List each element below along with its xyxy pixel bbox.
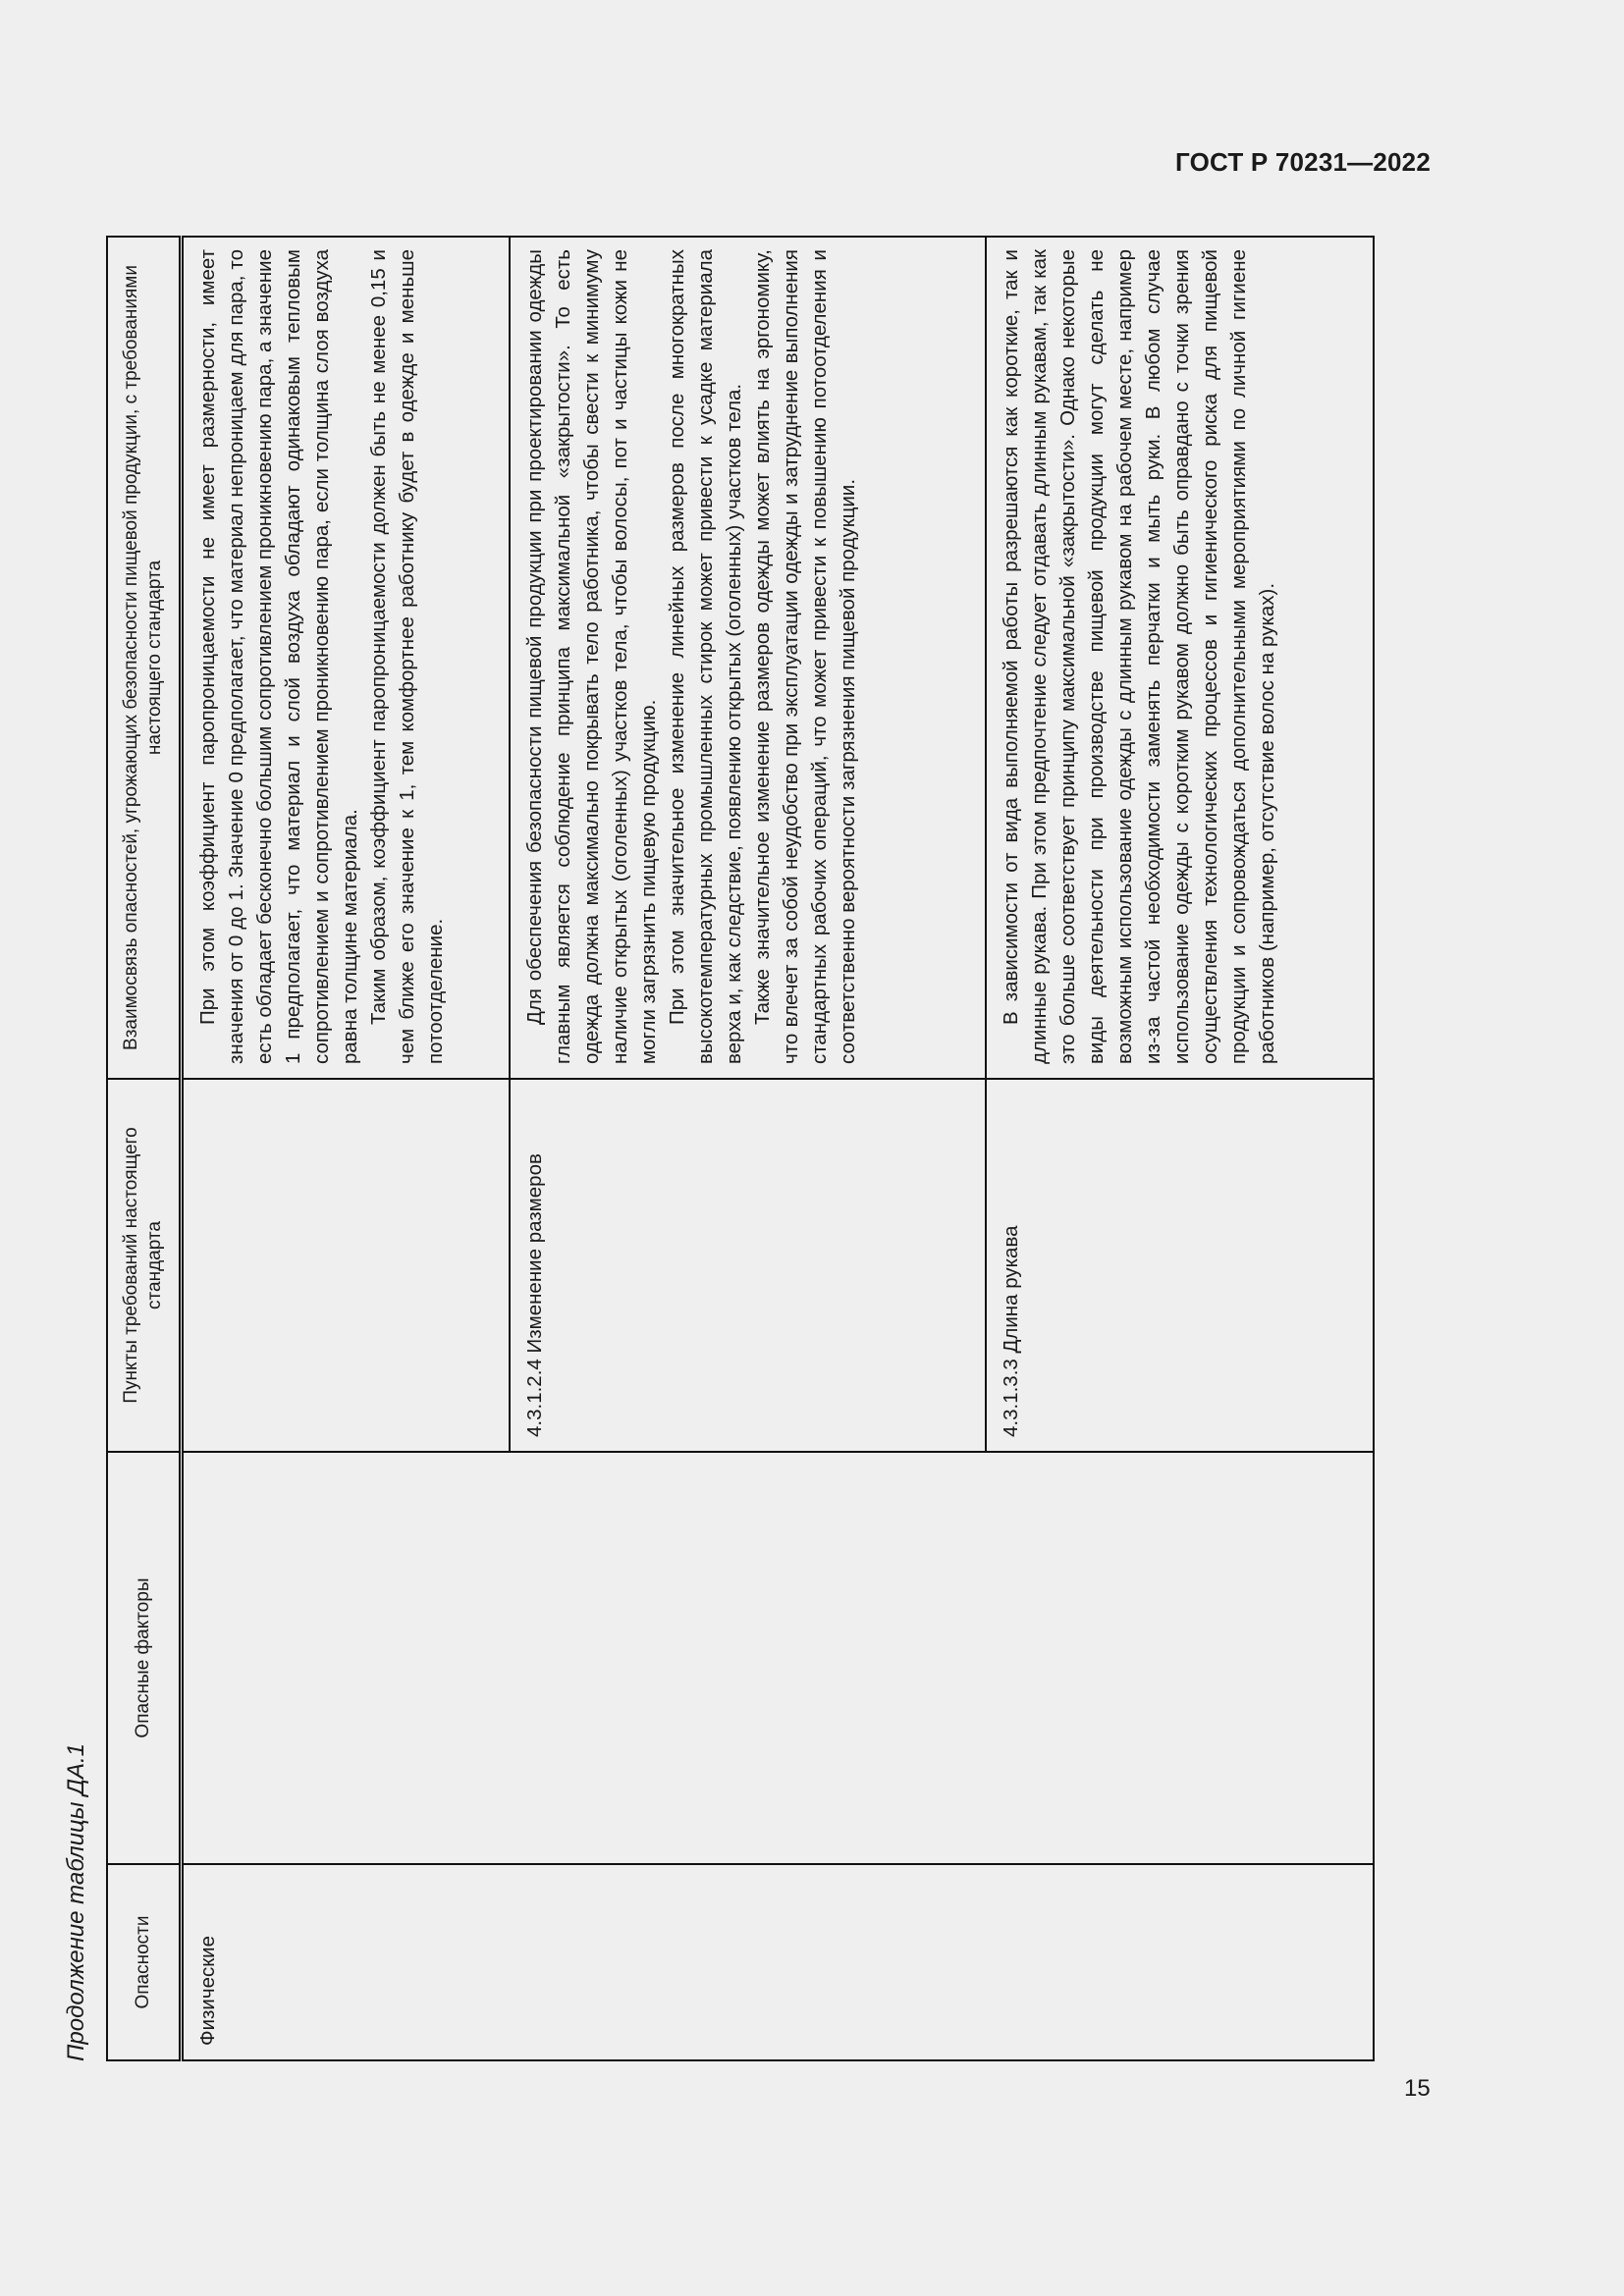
relationship-cell: [510, 237, 986, 1079]
column-header-hazard-factors: Опасные факторы: [107, 1452, 182, 1864]
relationship-paragraph: В зависимости от вида выполняемой работы разрешаются как короткие, так и длинные рукава. При этом предпочтение следует отдавать длинным рукавам, так как это больше соответствует принципу максимальной «закрытости». Однако некоторые виды деятельности при производстве пищевой продукции могут сделать не возможным использование одежды с длинным рукавом на рабочем месте, например из-за частой необходимости заменять перчатки и мыть руки. В любом случае использование одежды с коротким рукавом должно быть оправдано с точки зрения осуществления технологических процессов и гигиенического риска для пищевой продукции и сопровождаться дополнительными мероприятиями по личной гигиене работников (например, отсутствие волос на руках).: [999, 249, 1278, 1064]
relationship-paragraph: Также значительное изменение размеров одежды может влиять на эргономику, что влечет за собой неудобство при эксплуатации одежды и затруднение выполнения стандартных рабочих операций, что может привести к повышению потоотделения и соответственно вероятности загрязнения пищевой продукции.: [750, 249, 859, 1064]
relationship-paragraph: Таким образом, коэффициент паропроницаемости должен быть не менее 0,15 и чем ближе его значение к 1, тем комфортнее работнику будет в одежде и меньше потоотделение.: [367, 249, 447, 1064]
relationship-paragraph: При этом коэффициент паропроницаемости не имеет размерности, имеет значения от 0 до 1. Значение 0 предполагает, что материал непроницаем для пара, то есть обладает бесконечно большим сопротивлением проникновению пара, а значение 1 предполагает, что материал и слой воздуха обладают одинаковым тепловым сопротивлением и сопротивлением проникновению пара, если толщина слоя воздуха равна толщине материала.: [196, 249, 361, 1064]
requirements-table: [106, 236, 1375, 2061]
table-header-row: [107, 237, 182, 2060]
relationship-paragraph: При этом значительное изменение линейных размеров после многократных высокотемпературных промышленных стирок может привести к усадке материала верха и, как следствие, появлению открытых (оголенных) участков тела.: [665, 249, 745, 1064]
relationship-paragraph: Для обеспечения безопасности пищевой продукции при проектировании одежды главным является соблюдение принципа максимальной «закрытости». То есть одежда должна максимально покрывать тело работника, чтобы свести к минимуму наличие открытых (оголенных) участков тела, чтобы волосы, пот и частицы кожи не могли загрязнить пищевую продукцию.: [522, 249, 660, 1064]
hazard-factors-cell: [182, 1452, 1375, 1864]
relationship-cell: [986, 237, 1375, 1079]
hazard-cell: Физические: [182, 1864, 1375, 2060]
column-header-clauses: Пункты требований настоящего стандарта: [107, 1079, 182, 1452]
page-number: 15: [1404, 2075, 1431, 2102]
column-header-hazards: Опасности: [107, 1864, 182, 2060]
clause-cell: [182, 1079, 510, 1452]
relationship-cell: [182, 237, 510, 1079]
column-header-relationship: Взаимосвязь опасностей, угрожающих безопасности пищевой продукции, с требованиями настоящего стандарта: [107, 237, 182, 1079]
rotated-table-area: [63, 196, 1432, 2061]
table-row: [182, 237, 510, 2060]
table-caption: Продолжение таблицы ДА.1: [63, 1742, 89, 2061]
document-standard-number: ГОСТ Р 70231—2022: [1175, 147, 1431, 177]
clause-cell: 4.3.1.3.3 Длина рукава: [986, 1079, 1375, 1452]
clause-cell: 4.3.1.2.4 Изменение размеров: [510, 1079, 986, 1452]
